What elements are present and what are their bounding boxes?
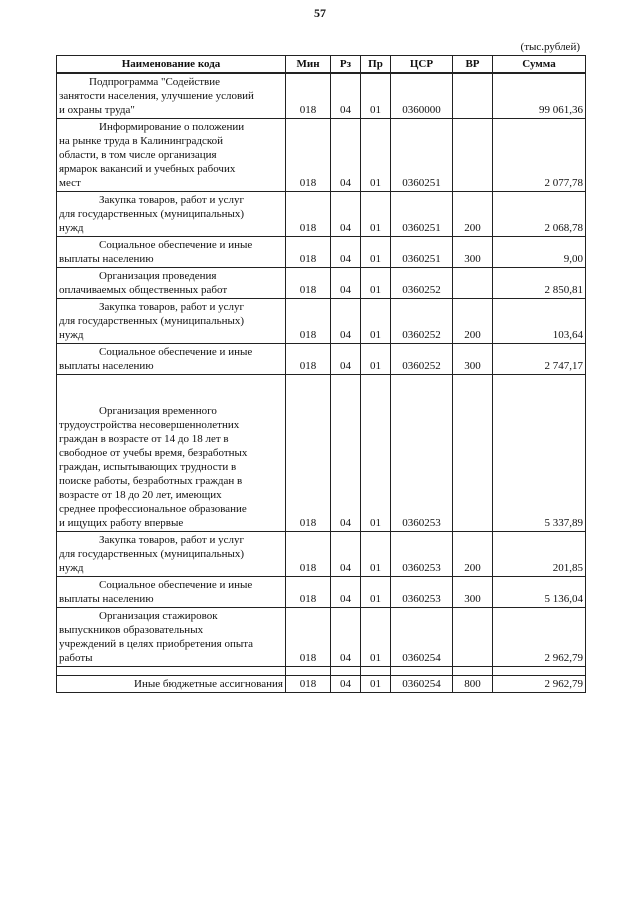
cell-pr: 01 [361, 237, 391, 268]
row-name-line: Социальное обеспечение и иные [99, 239, 253, 251]
cell-vr [453, 119, 493, 192]
table-row [57, 676, 586, 693]
table-row [57, 344, 586, 375]
spacer-cell [361, 667, 391, 676]
header-sum: Сумма [493, 56, 586, 74]
cell-rz: 04 [331, 577, 361, 608]
cell-sum: 2 747,17 [493, 344, 586, 375]
cell-min: 018 [286, 375, 331, 532]
cell-sum: 5 136,04 [493, 577, 586, 608]
row-name-cell [57, 73, 286, 119]
unit-label: (тыс.рублей) [520, 41, 580, 53]
cell-vr [453, 268, 493, 299]
header-min: Мин [286, 56, 331, 74]
cell-csr: 0360254 [391, 676, 453, 693]
budget-table [56, 55, 586, 693]
row-name-line: Социальное обеспечение и иные [99, 346, 253, 358]
spacer-cell [391, 667, 453, 676]
table-row [57, 237, 586, 268]
cell-vr: 200 [453, 299, 493, 344]
cell-sum: 9,00 [493, 237, 586, 268]
row-name-line: выплаты населению [59, 593, 154, 605]
cell-rz: 04 [331, 192, 361, 237]
row-name-line: области, в том числе организация [59, 149, 217, 161]
spacer-cell [331, 667, 361, 676]
row-name-line: возрасте от 18 до 20 лет, имеющих [59, 489, 222, 501]
table-row [57, 73, 586, 119]
spacer-cell [493, 667, 586, 676]
cell-sum: 2 962,79 [493, 676, 586, 693]
row-name-line: ярмарок вакансий и учебных рабочих [59, 163, 236, 175]
cell-sum: 99 061,36 [493, 73, 586, 119]
row-name-line: занятости населения, улучшение условий [59, 90, 254, 102]
cell-pr: 01 [361, 344, 391, 375]
cell-csr: 0360254 [391, 608, 453, 667]
cell-pr: 01 [361, 73, 391, 119]
row-name-cell [57, 192, 286, 237]
row-name-line: Организация временного [99, 405, 217, 417]
cell-rz: 04 [331, 375, 361, 532]
cell-csr: 0360251 [391, 192, 453, 237]
row-name-line: поиске работы, безработных граждан в [59, 475, 243, 487]
row-name-line: для государственных (муниципальных) [59, 208, 245, 220]
page-number: 57 [314, 6, 326, 20]
row-name-line: нужд [59, 222, 84, 234]
row-name-line: Подпрограмма "Содействие [89, 76, 221, 88]
cell-pr: 01 [361, 119, 391, 192]
row-name-line: выплаты населению [59, 360, 154, 372]
row-name-cell [57, 676, 286, 693]
row-name-line: Закупка товаров, работ и услуг [99, 194, 244, 206]
row-name-cell [57, 532, 286, 577]
cell-min: 018 [286, 577, 331, 608]
cell-vr: 800 [453, 676, 493, 693]
row-name-line: Закупка товаров, работ и услуг [99, 534, 244, 546]
header-rz: Рз [331, 56, 361, 74]
table-row [57, 119, 586, 192]
cell-vr: 300 [453, 237, 493, 268]
header-vr: ВР [453, 56, 493, 74]
cell-pr: 01 [361, 577, 391, 608]
row-name-cell [57, 375, 286, 532]
row-name-line: на рынке труда в Калининградской [59, 135, 224, 147]
cell-vr: 200 [453, 532, 493, 577]
row-name-line: граждан, испытывающих трудности в [59, 461, 237, 473]
cell-csr: 0360253 [391, 532, 453, 577]
row-name-line: Организация проведения [99, 270, 217, 282]
cell-pr: 01 [361, 676, 391, 693]
cell-vr: 300 [453, 344, 493, 375]
cell-rz: 04 [331, 268, 361, 299]
table-row [57, 268, 586, 299]
cell-csr: 0360252 [391, 299, 453, 344]
cell-min: 018 [286, 73, 331, 119]
table-row [57, 577, 586, 608]
row-name-cell [57, 119, 286, 192]
row-name-line: Социальное обеспечение и иные [99, 579, 253, 591]
cell-pr: 01 [361, 299, 391, 344]
row-name-cell [57, 577, 286, 608]
cell-rz: 04 [331, 676, 361, 693]
row-name-line [59, 376, 283, 390]
cell-rz: 04 [331, 73, 361, 119]
cell-pr: 01 [361, 192, 391, 237]
cell-csr: 0360253 [391, 577, 453, 608]
cell-min: 018 [286, 237, 331, 268]
row-name-line: для государственных (муниципальных) [59, 548, 245, 560]
row-name-cell [57, 608, 286, 667]
header-name: Наименование кода [57, 56, 286, 74]
cell-sum: 5 337,89 [493, 375, 586, 532]
cell-sum: 2 068,78 [493, 192, 586, 237]
cell-pr: 01 [361, 375, 391, 532]
cell-csr: 0360251 [391, 119, 453, 192]
row-name-cell [57, 344, 286, 375]
row-name-line: мест [59, 177, 81, 189]
row-name-line: Иные бюджетные ассигнования [134, 678, 283, 690]
cell-sum: 2 850,81 [493, 268, 586, 299]
cell-min: 018 [286, 608, 331, 667]
cell-min: 018 [286, 344, 331, 375]
row-name-line [59, 390, 283, 404]
cell-vr [453, 375, 493, 532]
cell-pr: 01 [361, 608, 391, 667]
table-header-row [57, 56, 586, 74]
row-name-line: Закупка товаров, работ и услуг [99, 301, 244, 313]
row-name-line: оплачиваемых общественных работ [59, 284, 228, 296]
row-name-line: Организация стажировок [99, 610, 218, 622]
cell-vr [453, 73, 493, 119]
cell-csr: 0360000 [391, 73, 453, 119]
cell-csr: 0360251 [391, 237, 453, 268]
spacer-cell [453, 667, 493, 676]
table-row [57, 375, 586, 532]
row-name-line: нужд [59, 329, 84, 341]
cell-min: 018 [286, 268, 331, 299]
row-name-line: выплаты населению [59, 253, 154, 265]
cell-vr: 300 [453, 577, 493, 608]
row-name-line: нужд [59, 562, 84, 574]
cell-rz: 04 [331, 608, 361, 667]
row-name-line: трудоустройства несовершеннолетних [59, 419, 240, 431]
row-name-line: и ищущих работу впервые [59, 517, 184, 529]
cell-min: 018 [286, 532, 331, 577]
cell-vr [453, 608, 493, 667]
cell-csr: 0360252 [391, 344, 453, 375]
cell-min: 018 [286, 192, 331, 237]
cell-rz: 04 [331, 119, 361, 192]
cell-vr: 200 [453, 192, 493, 237]
row-name-line: свободное от учебы время, безработных [59, 447, 248, 459]
row-name-line: выпускников образовательных [59, 624, 204, 636]
row-name-line: работы [59, 652, 93, 664]
row-name-line: учреждений в целях приобретения опыта [59, 638, 254, 650]
header-pr: Пр [361, 56, 391, 74]
table-row [57, 532, 586, 577]
cell-csr: 0360252 [391, 268, 453, 299]
cell-pr: 01 [361, 268, 391, 299]
cell-sum: 201,85 [493, 532, 586, 577]
row-name-cell [57, 299, 286, 344]
row-name-line: для государственных (муниципальных) [59, 315, 245, 327]
cell-min: 018 [286, 299, 331, 344]
spacer-cell [286, 667, 331, 676]
cell-rz: 04 [331, 237, 361, 268]
table-row [57, 608, 586, 667]
header-csr: ЦСР [391, 56, 453, 74]
cell-rz: 04 [331, 344, 361, 375]
cell-min: 018 [286, 119, 331, 192]
row-name-line: среднее профессиональное образование [59, 503, 247, 515]
row-name-cell [57, 268, 286, 299]
row-name-line: граждан в возрасте от 14 до 18 лет в [59, 433, 229, 445]
cell-rz: 04 [331, 532, 361, 577]
table-row [57, 299, 586, 344]
cell-rz: 04 [331, 299, 361, 344]
spacer-cell [57, 667, 286, 676]
cell-csr: 0360253 [391, 375, 453, 532]
cell-sum: 2 962,79 [493, 608, 586, 667]
table-spacer-row [57, 667, 586, 676]
row-name-line: и охраны труда" [59, 104, 135, 116]
row-name-cell [57, 237, 286, 268]
row-name-line: Информирование о положении [99, 121, 245, 133]
cell-sum: 103,64 [493, 299, 586, 344]
cell-pr: 01 [361, 532, 391, 577]
table-row [57, 192, 586, 237]
table-body [57, 73, 586, 693]
cell-sum: 2 077,78 [493, 119, 586, 192]
cell-min: 018 [286, 676, 331, 693]
